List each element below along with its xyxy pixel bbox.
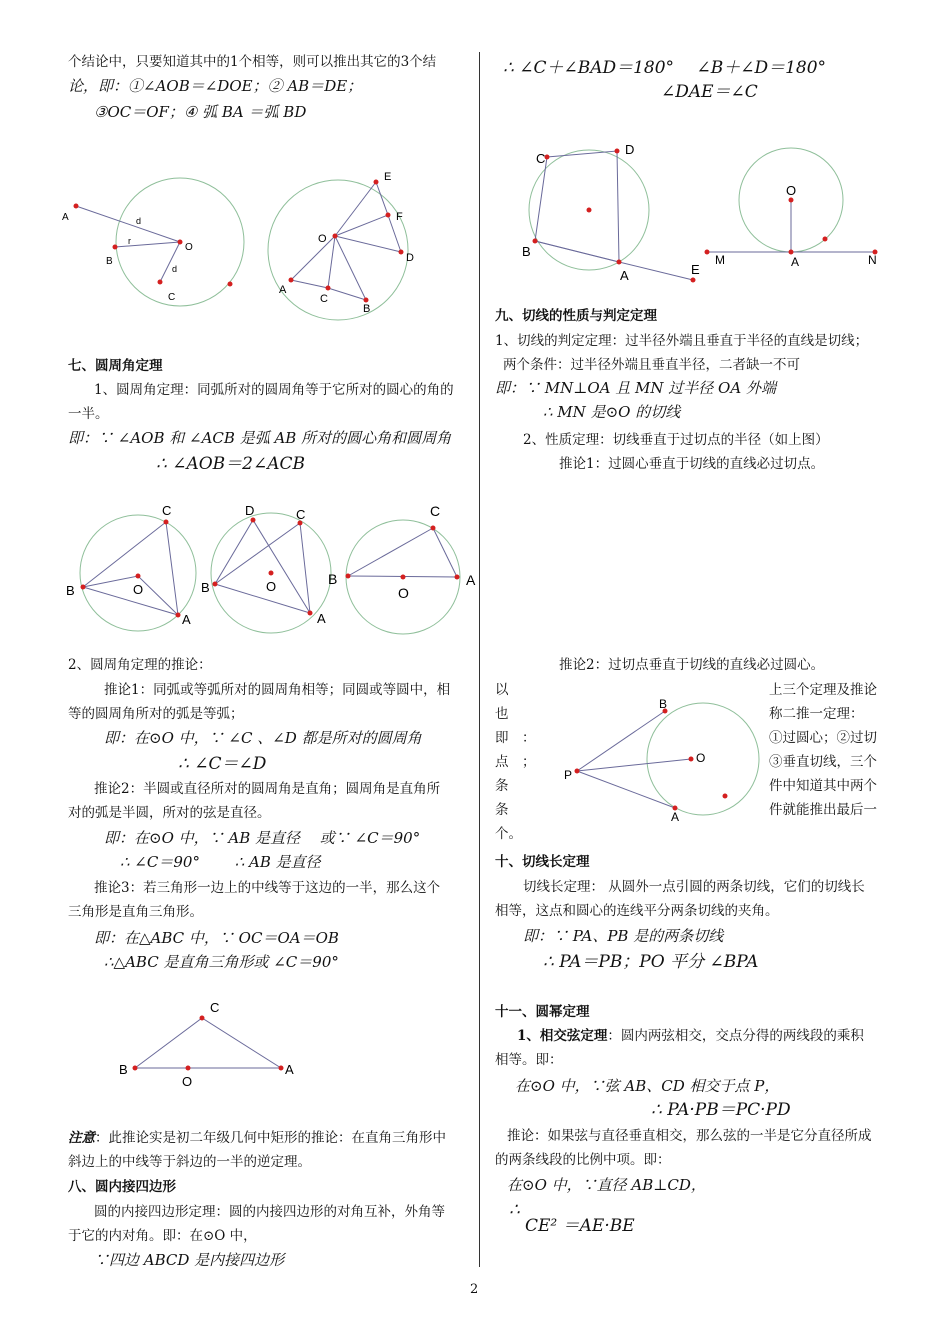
side-char: 条 bbox=[495, 778, 509, 794]
math-line: 在⊙O 中，∵弦 AB、CD 相交于点 P， bbox=[515, 1077, 780, 1095]
label: N bbox=[868, 253, 877, 267]
text-line: 推论3：若三角形一边上的中线等于这边的一半，那么这个 bbox=[94, 880, 441, 896]
side-line: 件中知道其中两个 bbox=[769, 778, 877, 794]
label: D bbox=[406, 252, 414, 264]
text-line: 推论2：过切点垂直于切线的直线必过圆心。 bbox=[559, 657, 825, 673]
math-line: ∴ ∠C＝90° ∴ AB 是直径 bbox=[120, 853, 321, 871]
label: E bbox=[384, 171, 392, 183]
label: d bbox=[172, 264, 178, 274]
side-line: ③垂直切线，三个 bbox=[769, 754, 877, 770]
text-line: 相等，这点和圆心的连线平分两条切线的夹角。 bbox=[495, 903, 779, 919]
label: C bbox=[210, 1000, 220, 1015]
segment bbox=[160, 242, 180, 282]
side-char: 以 bbox=[495, 682, 509, 698]
section-title: 九、切线的性质与判定定理 bbox=[495, 308, 657, 324]
page-number: 2 bbox=[470, 1282, 479, 1297]
side-char: 即 ： bbox=[495, 730, 536, 746]
math-line: ∴ PA＝PB；PO 平分 ∠BPA bbox=[543, 952, 759, 972]
side-char: 点 ； bbox=[495, 754, 536, 770]
label: A bbox=[466, 572, 476, 588]
label: M bbox=[715, 253, 725, 267]
label: B bbox=[66, 583, 75, 598]
math-line: 即：∵ PA、PB 是的两条切线 bbox=[523, 927, 724, 945]
section-title: 八、圆内接四边形 bbox=[68, 1179, 176, 1195]
point bbox=[113, 245, 118, 250]
figure-right-triangle bbox=[108, 1000, 328, 1090]
label: B bbox=[659, 697, 668, 711]
label: O bbox=[318, 233, 327, 245]
segment bbox=[115, 242, 180, 247]
label: C bbox=[296, 507, 306, 522]
math-line: ③OC＝OF；④ 弧 BA ＝弧 BD bbox=[94, 103, 307, 121]
note-label: 注意 bbox=[68, 1130, 95, 1146]
text-line: 等的圆周角所对的弧是等弧； bbox=[68, 706, 244, 722]
section-title: 十一、圆幂定理 bbox=[495, 1004, 590, 1020]
label: A bbox=[791, 255, 800, 269]
text-line: 推论：如果弦与直径垂直相交，那么弦的一半是它分直径所成 bbox=[507, 1128, 872, 1144]
theorem-label: 1、相交弦定理 bbox=[517, 1028, 608, 1044]
text-line: 2、圆周角定理的推论： bbox=[68, 657, 212, 673]
figure-cyclic-quad-tangent bbox=[495, 140, 895, 290]
math-line: 即：在△ABC 中，∵ OC＝OA＝OB bbox=[94, 929, 339, 947]
theorem-text: ：圆内两弦相交，交点分得的两线段的乘积 bbox=[607, 1028, 864, 1044]
math-line: 即：∵ ∠AOB 和 ∠ACB 是弧 AB 所对的圆心角和圆周角 bbox=[68, 429, 452, 447]
side-line: ①过圆心；②过切 bbox=[769, 730, 877, 746]
label: O bbox=[133, 582, 144, 597]
label: B bbox=[363, 303, 371, 315]
math-line: ∴ ∠C＝∠D bbox=[178, 754, 267, 774]
label: E bbox=[691, 262, 700, 277]
label: O bbox=[185, 242, 193, 253]
text-line: 1、圆周角定理：同弧所对的圆周角等于它所对的圆心的角的 bbox=[94, 382, 454, 398]
side-line: 称二推一定理： bbox=[769, 706, 864, 722]
note-text: ：此推论实是初二年级几何中矩形的推论：在直角三角形中 bbox=[95, 1130, 446, 1146]
label: A bbox=[285, 1062, 294, 1077]
point bbox=[228, 282, 233, 287]
label: A bbox=[620, 268, 629, 283]
text-line: 推论2：半圆或直径所对的圆周角是直角；圆周角是直角所 bbox=[94, 781, 441, 797]
text-line: 切线长定理： 从圆外一点引圆的两条切线，它们的切线长 bbox=[523, 879, 865, 895]
label: D bbox=[245, 503, 255, 518]
column-divider bbox=[479, 52, 480, 1267]
label: B bbox=[328, 571, 338, 587]
math-line: ∴△ABC 是直角三角形或 ∠C＝90° bbox=[104, 953, 339, 971]
point bbox=[178, 240, 183, 245]
note bbox=[68, 1128, 446, 1148]
point bbox=[158, 280, 163, 285]
label: O bbox=[182, 1074, 193, 1089]
label: r bbox=[128, 236, 131, 246]
math-line: ∠DAE＝∠C bbox=[661, 82, 758, 102]
math-line: ∴ bbox=[509, 1200, 520, 1220]
math-line: 即：∵ MN⊥OA 且 MN 过半径 OA 外端 bbox=[495, 379, 776, 397]
label: B bbox=[119, 1062, 128, 1077]
math-line: 论，即：①∠AOB＝∠DOE；② AB＝DE； bbox=[68, 77, 363, 95]
circle bbox=[268, 180, 408, 320]
side-char: 个。 bbox=[495, 826, 522, 842]
label: C bbox=[536, 151, 546, 166]
math-line: CE² ＝AE·BE bbox=[525, 1216, 635, 1236]
section-title: 七、圆周角定理 bbox=[68, 358, 163, 374]
text-line: 于它的内对角。即：在⊙O 中， bbox=[68, 1228, 257, 1244]
side-line: 上三个定理及推论 bbox=[769, 682, 877, 698]
text-line: 推论1：同弧或等弧所对的圆周角相等；同圆或等圆中，相 bbox=[104, 682, 451, 698]
label: B bbox=[106, 256, 113, 267]
side-char: 也 bbox=[495, 706, 509, 722]
math-line: ∴ ∠AOB＝2∠ACB bbox=[156, 454, 306, 474]
point bbox=[74, 204, 79, 209]
text-line: 相等。即： bbox=[495, 1052, 563, 1068]
figure-inscribed-angles bbox=[68, 500, 478, 640]
text-line: 一半。 bbox=[68, 406, 109, 422]
math-line: ∵四边 ABCD 是内接四边形 bbox=[94, 1251, 285, 1269]
text-line: 的两条线段的比例中项。即： bbox=[495, 1152, 671, 1168]
label: A bbox=[62, 212, 69, 223]
text-line: 推论1：过圆心垂直于切线的直线必过切点。 bbox=[559, 456, 825, 472]
text-line bbox=[517, 1026, 864, 1046]
label: O bbox=[696, 751, 706, 765]
side-char: 条 bbox=[495, 802, 509, 818]
label: A bbox=[182, 612, 191, 627]
text-line: 2、性质定理：切线垂直于过切点的半径（如上图） bbox=[523, 432, 829, 448]
side-line: 件就能推出最后一 bbox=[769, 802, 877, 818]
label: C bbox=[168, 292, 176, 303]
label: P bbox=[564, 768, 573, 782]
label: C bbox=[320, 293, 328, 305]
label: A bbox=[317, 611, 326, 626]
text-line: 两个条件：过半径外端且垂直半径，二者缺一不可 bbox=[503, 357, 800, 373]
label: O bbox=[786, 183, 797, 198]
section-title: 十、切线长定理 bbox=[495, 854, 590, 870]
figure-chord-arc bbox=[62, 160, 468, 320]
label: A bbox=[279, 284, 287, 296]
math-line: ∴ ∠C＋∠BAD＝180° ∠B＋∠D＝180° bbox=[503, 58, 827, 78]
text-line: 圆的内接四边形定理：圆的内接四边形的对角互补，外角等 bbox=[94, 1204, 445, 1220]
text-line: 斜边上的中线等于斜边的一半的逆定理。 bbox=[68, 1154, 311, 1170]
label: D bbox=[625, 142, 635, 157]
label: B bbox=[201, 580, 210, 595]
text-line: 对的弧是半圆，所对的弦是直径。 bbox=[68, 805, 271, 821]
label: C bbox=[430, 503, 441, 519]
math-line: ∴ MN 是⊙O 的切线 bbox=[543, 403, 681, 421]
math-line: 即：在⊙O 中，∵ ∠C 、∠D 都是所对的圆周角 bbox=[104, 729, 422, 747]
text-line: 个结论中，只要知道其中的1个相等，则可以推出其它的3个结 bbox=[68, 54, 437, 70]
math-line: ∴ PA·PB＝PC·PD bbox=[651, 1100, 791, 1120]
figure-tangent-length bbox=[555, 695, 765, 825]
math-line: 即：在⊙O 中，∵ AB 是直径 或∵ ∠C＝90° bbox=[104, 829, 421, 847]
label: F bbox=[396, 211, 403, 223]
math-line: 在⊙O 中，∵直径 AB⊥CD， bbox=[507, 1176, 706, 1194]
label: d bbox=[136, 216, 142, 226]
label: O bbox=[266, 579, 277, 594]
text-line: 1、切线的判定定理：过半径外端且垂直于半径的直线是切线； bbox=[495, 333, 869, 349]
label: A bbox=[671, 810, 680, 824]
label: C bbox=[162, 503, 172, 518]
label: B bbox=[522, 244, 531, 259]
text-line: 三角形是直角三角形。 bbox=[68, 904, 203, 920]
label: O bbox=[398, 585, 409, 601]
